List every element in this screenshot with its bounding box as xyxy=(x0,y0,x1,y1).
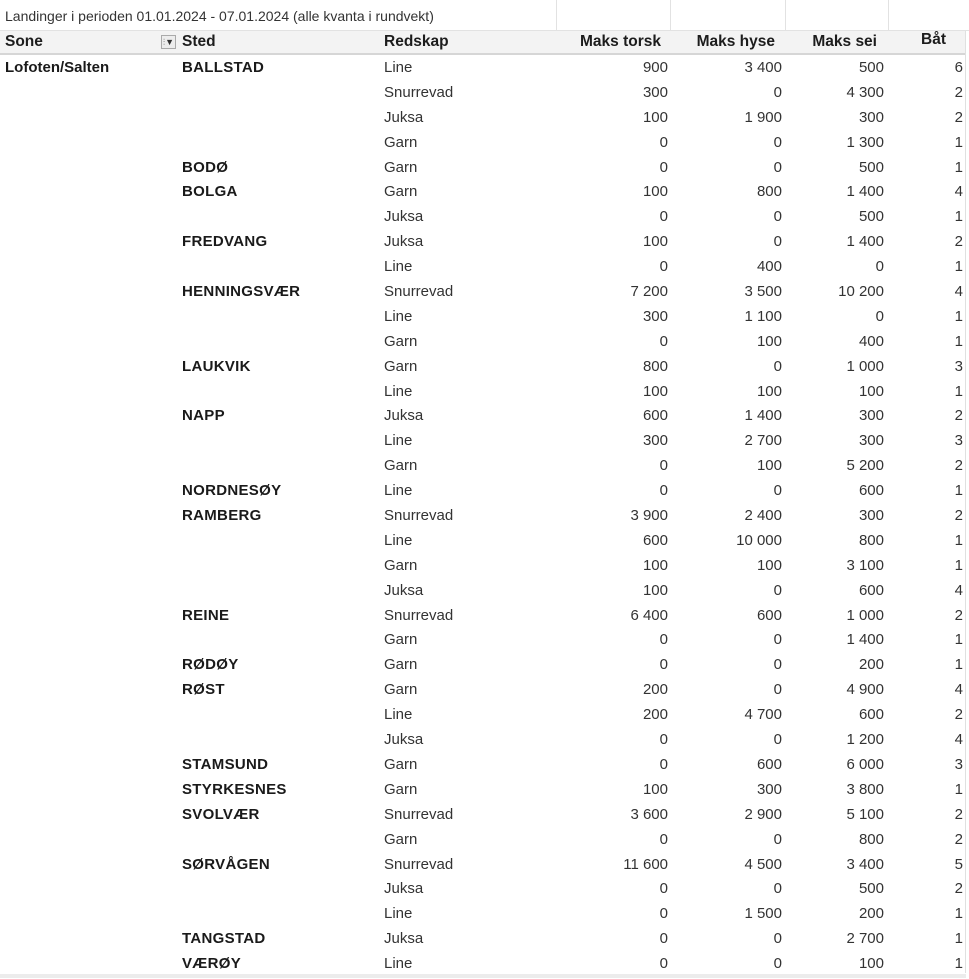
table-row[interactable] xyxy=(0,803,966,828)
cell-maks-torsk: 3 900 xyxy=(630,507,668,525)
cell-sted: BODØ xyxy=(182,158,229,176)
cell-maks-sei: 3 400 xyxy=(846,855,884,873)
cell-sted: REINE xyxy=(182,606,230,624)
cell-maks-sei: 500 xyxy=(858,59,884,76)
cell-bat: 4 xyxy=(954,581,963,599)
cell-maks-torsk: 0 xyxy=(659,731,668,749)
cell-bat: 2 xyxy=(954,880,963,898)
cell-redskap: Garn xyxy=(384,183,418,201)
cell-bat: 1 xyxy=(954,133,963,151)
cell-redskap: Garn xyxy=(384,158,418,176)
header-sone[interactable]: Sone xyxy=(5,33,43,50)
cell-redskap: Juksa xyxy=(384,108,424,126)
cell-maks-hyse: 100 xyxy=(756,332,782,350)
cell-maks-torsk: 300 xyxy=(642,83,668,101)
table-row[interactable] xyxy=(0,728,966,753)
cell-bat: 1 xyxy=(954,556,963,574)
cell-maks-sei: 5 100 xyxy=(846,805,884,823)
cell-maks-hyse: 0 xyxy=(773,158,782,176)
cell-maks-hyse: 0 xyxy=(773,681,782,699)
cell-sted: RØDØY xyxy=(182,656,239,674)
cell-maks-sei: 800 xyxy=(858,531,884,549)
cell-bat: 1 xyxy=(954,631,963,649)
cell-maks-hyse: 1 400 xyxy=(744,407,782,425)
cell-redskap: Garn xyxy=(384,755,418,773)
cell-maks-hyse: 1 900 xyxy=(744,108,782,126)
cell-redskap: Juksa xyxy=(384,407,424,425)
cell-sted: VÆRØY xyxy=(182,955,242,973)
cell-redskap: Line xyxy=(384,905,413,923)
cell-maks-torsk: 0 xyxy=(659,930,668,948)
cell-maks-sei: 300 xyxy=(858,108,884,126)
cell-maks-sei: 600 xyxy=(858,706,884,724)
table-row[interactable] xyxy=(0,429,966,454)
cell-maks-hyse: 600 xyxy=(756,606,782,624)
cell-maks-hyse: 0 xyxy=(773,830,782,848)
cell-bat: 2 xyxy=(954,407,963,425)
cell-redskap: Garn xyxy=(384,133,418,151)
cell-maks-torsk: 100 xyxy=(642,581,668,599)
cell-maks-sei: 1 400 xyxy=(846,183,884,201)
cell-bat: 1 xyxy=(954,258,963,276)
cell-sted: RØST xyxy=(182,681,225,699)
table-row[interactable] xyxy=(0,56,966,81)
cell-maks-hyse: 3 500 xyxy=(744,283,782,301)
table-row[interactable] xyxy=(0,504,966,529)
cell-maks-hyse: 0 xyxy=(773,930,782,948)
cell-maks-torsk: 600 xyxy=(642,531,668,549)
cell-redskap: Snurrevad xyxy=(384,283,454,301)
cell-maks-torsk: 0 xyxy=(659,880,668,898)
table-row[interactable] xyxy=(0,902,966,927)
header-redskap[interactable]: Redskap xyxy=(384,33,449,50)
cell-maks-hyse: 0 xyxy=(773,357,782,375)
cell-maks-torsk: 0 xyxy=(659,482,668,500)
cell-maks-torsk: 3 600 xyxy=(630,805,668,823)
cell-bat: 1 xyxy=(954,780,963,798)
header-bat[interactable]: Båt xyxy=(921,31,946,48)
cell-sted: LAUKVIK xyxy=(182,357,251,375)
cell-maks-sei: 4 300 xyxy=(846,83,884,101)
cell-sted: STYRKESNES xyxy=(182,780,287,798)
cell-maks-hyse: 0 xyxy=(773,880,782,898)
header-sted[interactable]: Sted xyxy=(182,33,216,50)
cell-redskap: Juksa xyxy=(384,581,424,599)
cell-redskap: Line xyxy=(384,432,413,450)
cell-maks-torsk: 300 xyxy=(642,307,668,325)
cell-redskap: Garn xyxy=(384,780,418,798)
title-cell xyxy=(0,0,557,30)
cell-sted: SØRVÅGEN xyxy=(182,855,270,873)
cell-maks-torsk: 0 xyxy=(659,905,668,923)
filter-icon[interactable]: ⫶▼ xyxy=(162,37,175,47)
cell-bat: 1 xyxy=(954,307,963,325)
cell-maks-sei: 1 300 xyxy=(846,133,884,151)
table-row[interactable] xyxy=(0,355,966,380)
table-row[interactable] xyxy=(0,554,966,579)
cell-sted: FREDVANG xyxy=(182,233,268,251)
header-maks-hyse[interactable]: Maks hyse xyxy=(696,33,775,50)
table-row[interactable] xyxy=(0,180,966,205)
cell-maks-hyse: 10 000 xyxy=(736,531,782,549)
report-title: Landinger i perioden 01.01.2024 - 07.01.2024 (alle kvanta i rundvekt) xyxy=(5,8,434,24)
cell-maks-torsk: 100 xyxy=(642,382,668,400)
table-body xyxy=(0,56,966,977)
table-row[interactable] xyxy=(0,628,966,653)
cell-maks-sei: 1 400 xyxy=(846,233,884,251)
table-row[interactable] xyxy=(0,156,966,181)
cell-maks-torsk: 0 xyxy=(659,258,668,276)
cell-bat: 1 xyxy=(954,955,963,973)
table-row[interactable] xyxy=(0,81,966,106)
table-row[interactable] xyxy=(0,479,966,504)
cell-maks-torsk: 0 xyxy=(659,133,668,151)
table-row[interactable] xyxy=(0,678,966,703)
cell-maks-torsk: 100 xyxy=(642,780,668,798)
cell-maks-torsk: 11 600 xyxy=(623,855,668,873)
cell-maks-torsk: 0 xyxy=(659,631,668,649)
empty-title-cell xyxy=(557,0,671,30)
cell-maks-sei: 400 xyxy=(858,332,884,350)
cell-bat: 2 xyxy=(954,83,963,101)
cell-maks-hyse: 400 xyxy=(756,258,782,276)
table-row[interactable] xyxy=(0,853,966,878)
cell-maks-hyse: 100 xyxy=(756,556,782,574)
cell-maks-hyse: 0 xyxy=(773,731,782,749)
cell-maks-hyse: 800 xyxy=(756,183,782,201)
cell-maks-sei: 0 xyxy=(875,258,884,276)
cell-sted: SVOLVÆR xyxy=(182,805,260,823)
header-maks-sei[interactable]: Maks sei xyxy=(812,33,877,50)
cell-maks-torsk: 100 xyxy=(642,233,668,251)
cell-bat: 1 xyxy=(954,158,963,176)
cell-maks-sei: 200 xyxy=(858,656,884,674)
cell-maks-torsk: 900 xyxy=(642,59,668,76)
cell-maks-torsk: 0 xyxy=(659,755,668,773)
cell-bat: 5 xyxy=(954,855,963,873)
cell-maks-torsk: 800 xyxy=(642,357,668,375)
table-row[interactable] xyxy=(0,305,966,330)
cell-maks-torsk: 0 xyxy=(659,208,668,226)
cell-redskap: Garn xyxy=(384,556,418,574)
cell-redskap: Line xyxy=(384,706,413,724)
cell-maks-torsk: 100 xyxy=(642,556,668,574)
cell-maks-hyse: 2 400 xyxy=(744,507,782,525)
cell-maks-torsk: 0 xyxy=(659,955,668,973)
cell-bat: 6 xyxy=(954,59,963,76)
cell-redskap: Line xyxy=(384,59,413,76)
cell-bat: 2 xyxy=(954,830,963,848)
cell-bat: 4 xyxy=(954,183,963,201)
table-row[interactable] xyxy=(0,529,966,554)
cell-maks-torsk: 0 xyxy=(659,830,668,848)
cell-maks-hyse: 0 xyxy=(773,208,782,226)
table-row[interactable] xyxy=(0,877,966,902)
cell-maks-sei: 6 000 xyxy=(846,755,884,773)
cell-redskap: Line xyxy=(384,482,413,500)
cell-maks-sei: 2 700 xyxy=(846,930,884,948)
cell-maks-hyse: 600 xyxy=(756,755,782,773)
cell-maks-sei: 300 xyxy=(858,507,884,525)
cell-maks-hyse: 0 xyxy=(773,955,782,973)
cell-sted: TANGSTAD xyxy=(182,930,266,948)
cell-maks-hyse: 3 400 xyxy=(744,59,782,76)
cell-maks-sei: 600 xyxy=(858,581,884,599)
table-row[interactable] xyxy=(0,280,966,305)
cell-maks-hyse: 100 xyxy=(756,382,782,400)
cell-maks-sei: 300 xyxy=(858,432,884,450)
cell-maks-torsk: 6 400 xyxy=(630,606,668,624)
cell-bat: 3 xyxy=(954,755,963,773)
cell-bat: 4 xyxy=(954,731,963,749)
cell-bat: 4 xyxy=(954,681,963,699)
table-row[interactable] xyxy=(0,604,966,629)
empty-title-cell xyxy=(671,0,786,30)
cell-bat: 4 xyxy=(954,283,963,301)
cell-redskap: Line xyxy=(384,258,413,276)
cell-maks-hyse: 0 xyxy=(773,233,782,251)
cell-bat: 2 xyxy=(954,706,963,724)
table-row[interactable] xyxy=(0,230,966,255)
table-row[interactable] xyxy=(0,380,966,405)
table-header xyxy=(0,31,966,55)
cell-bat: 1 xyxy=(954,332,963,350)
cell-bat: 2 xyxy=(954,108,963,126)
cell-redskap: Snurrevad xyxy=(384,805,454,823)
cell-maks-torsk: 300 xyxy=(642,432,668,450)
cell-bat: 2 xyxy=(954,805,963,823)
cell-sted: STAMSUND xyxy=(182,755,269,773)
table-row[interactable] xyxy=(0,255,966,280)
table-row[interactable] xyxy=(0,404,966,429)
cell-maks-torsk: 200 xyxy=(642,681,668,699)
cell-maks-sei: 4 900 xyxy=(846,681,884,699)
cell-maks-sei: 3 800 xyxy=(846,780,884,798)
cell-maks-sei: 3 100 xyxy=(846,556,884,574)
cell-maks-torsk: 0 xyxy=(659,158,668,176)
cell-redskap: Line xyxy=(384,955,413,973)
table-row[interactable] xyxy=(0,330,966,355)
cell-bat: 2 xyxy=(954,507,963,525)
cell-bat: 1 xyxy=(954,531,963,549)
cell-maks-hyse: 0 xyxy=(773,482,782,500)
cell-maks-sei: 10 200 xyxy=(838,283,884,301)
cell-maks-hyse: 0 xyxy=(773,656,782,674)
cell-sted: BALLSTAD xyxy=(182,59,265,76)
cell-maks-hyse: 2 700 xyxy=(744,432,782,450)
cell-bat: 2 xyxy=(954,606,963,624)
cell-bat: 1 xyxy=(954,905,963,923)
table-row[interactable] xyxy=(0,653,966,678)
cell-sted: HENNINGSVÆR xyxy=(182,283,301,301)
table-row[interactable] xyxy=(0,131,966,156)
cell-maks-hyse: 0 xyxy=(773,631,782,649)
cell-maks-sei: 800 xyxy=(858,830,884,848)
cell-redskap: Line xyxy=(384,382,413,400)
table-row[interactable] xyxy=(0,778,966,803)
cell-bat: 2 xyxy=(954,233,963,251)
empty-title-cell xyxy=(786,0,889,30)
cell-bat: 3 xyxy=(954,432,963,450)
cell-maks-sei: 0 xyxy=(875,307,884,325)
table-row[interactable] xyxy=(0,753,966,778)
cell-redskap: Garn xyxy=(384,681,418,699)
cell-sted: NAPP xyxy=(182,407,225,425)
cell-maks-hyse: 0 xyxy=(773,133,782,151)
table-row[interactable] xyxy=(0,205,966,230)
cell-maks-sei: 500 xyxy=(858,208,884,226)
cell-maks-hyse: 100 xyxy=(756,457,782,475)
cell-redskap: Snurrevad xyxy=(384,606,454,624)
cell-bat: 2 xyxy=(954,457,963,475)
cell-redskap: Line xyxy=(384,307,413,325)
horizontal-scroll-edge xyxy=(0,974,966,978)
cell-maks-torsk: 100 xyxy=(642,183,668,201)
cell-redskap: Garn xyxy=(384,357,418,375)
cell-maks-sei: 200 xyxy=(858,905,884,923)
cell-maks-torsk: 0 xyxy=(659,656,668,674)
cell-maks-hyse: 0 xyxy=(773,83,782,101)
cell-maks-torsk: 100 xyxy=(642,108,668,126)
table-row[interactable] xyxy=(0,927,966,952)
cell-redskap: Garn xyxy=(384,631,418,649)
vertical-scroll-edge xyxy=(965,31,966,973)
cell-maks-torsk: 7 200 xyxy=(630,283,668,301)
cell-maks-sei: 500 xyxy=(858,158,884,176)
cell-sted: RAMBERG xyxy=(182,507,262,525)
cell-maks-sei: 300 xyxy=(858,407,884,425)
cell-maks-hyse: 1 100 xyxy=(744,307,782,325)
cell-bat: 1 xyxy=(954,382,963,400)
cell-sted: BOLGA xyxy=(182,183,238,201)
table-row[interactable] xyxy=(0,828,966,853)
cell-bat: 1 xyxy=(954,482,963,500)
cell-maks-sei: 1 400 xyxy=(846,631,884,649)
cell-maks-hyse: 2 900 xyxy=(744,805,782,823)
cell-sone: Lofoten/Salten xyxy=(5,59,110,76)
cell-maks-hyse: 4 500 xyxy=(744,855,782,873)
cell-maks-sei: 1 200 xyxy=(846,731,884,749)
cell-redskap: Juksa xyxy=(384,731,424,749)
cell-redskap: Garn xyxy=(384,830,418,848)
cell-redskap: Line xyxy=(384,531,413,549)
cell-bat: 3 xyxy=(954,357,963,375)
cell-maks-hyse: 1 500 xyxy=(744,905,782,923)
cell-maks-torsk: 0 xyxy=(659,332,668,350)
cell-maks-sei: 100 xyxy=(858,382,884,400)
cell-maks-hyse: 0 xyxy=(773,581,782,599)
cell-redskap: Juksa xyxy=(384,930,424,948)
table-row[interactable] xyxy=(0,579,966,604)
cell-bat: 1 xyxy=(954,930,963,948)
cell-redskap: Snurrevad xyxy=(384,83,454,101)
table-row[interactable] xyxy=(0,106,966,131)
header-maks-torsk[interactable]: Maks torsk xyxy=(580,33,661,50)
cell-maks-sei: 500 xyxy=(858,880,884,898)
cell-maks-torsk: 200 xyxy=(642,706,668,724)
cell-maks-sei: 600 xyxy=(858,482,884,500)
cell-redskap: Garn xyxy=(384,332,418,350)
cell-maks-hyse: 300 xyxy=(756,780,782,798)
cell-redskap: Garn xyxy=(384,457,418,475)
cell-redskap: Juksa xyxy=(384,208,424,226)
cell-maks-sei: 5 200 xyxy=(846,457,884,475)
report-title-row xyxy=(0,0,969,31)
cell-redskap: Garn xyxy=(384,656,418,674)
cell-maks-sei: 100 xyxy=(858,955,884,973)
cell-bat: 1 xyxy=(954,656,963,674)
cell-maks-sei: 1 000 xyxy=(846,606,884,624)
cell-maks-torsk: 0 xyxy=(659,457,668,475)
cell-maks-torsk: 600 xyxy=(642,407,668,425)
cell-redskap: Snurrevad xyxy=(384,507,454,525)
cell-sted: NORDNESØY xyxy=(182,482,282,500)
cell-redskap: Juksa xyxy=(384,880,424,898)
cell-maks-sei: 1 000 xyxy=(846,357,884,375)
table-row[interactable] xyxy=(0,703,966,728)
table-row[interactable] xyxy=(0,454,966,479)
cell-maks-hyse: 4 700 xyxy=(744,706,782,724)
cell-redskap: Snurrevad xyxy=(384,855,454,873)
cell-bat: 1 xyxy=(954,208,963,226)
cell-redskap: Juksa xyxy=(384,233,424,251)
